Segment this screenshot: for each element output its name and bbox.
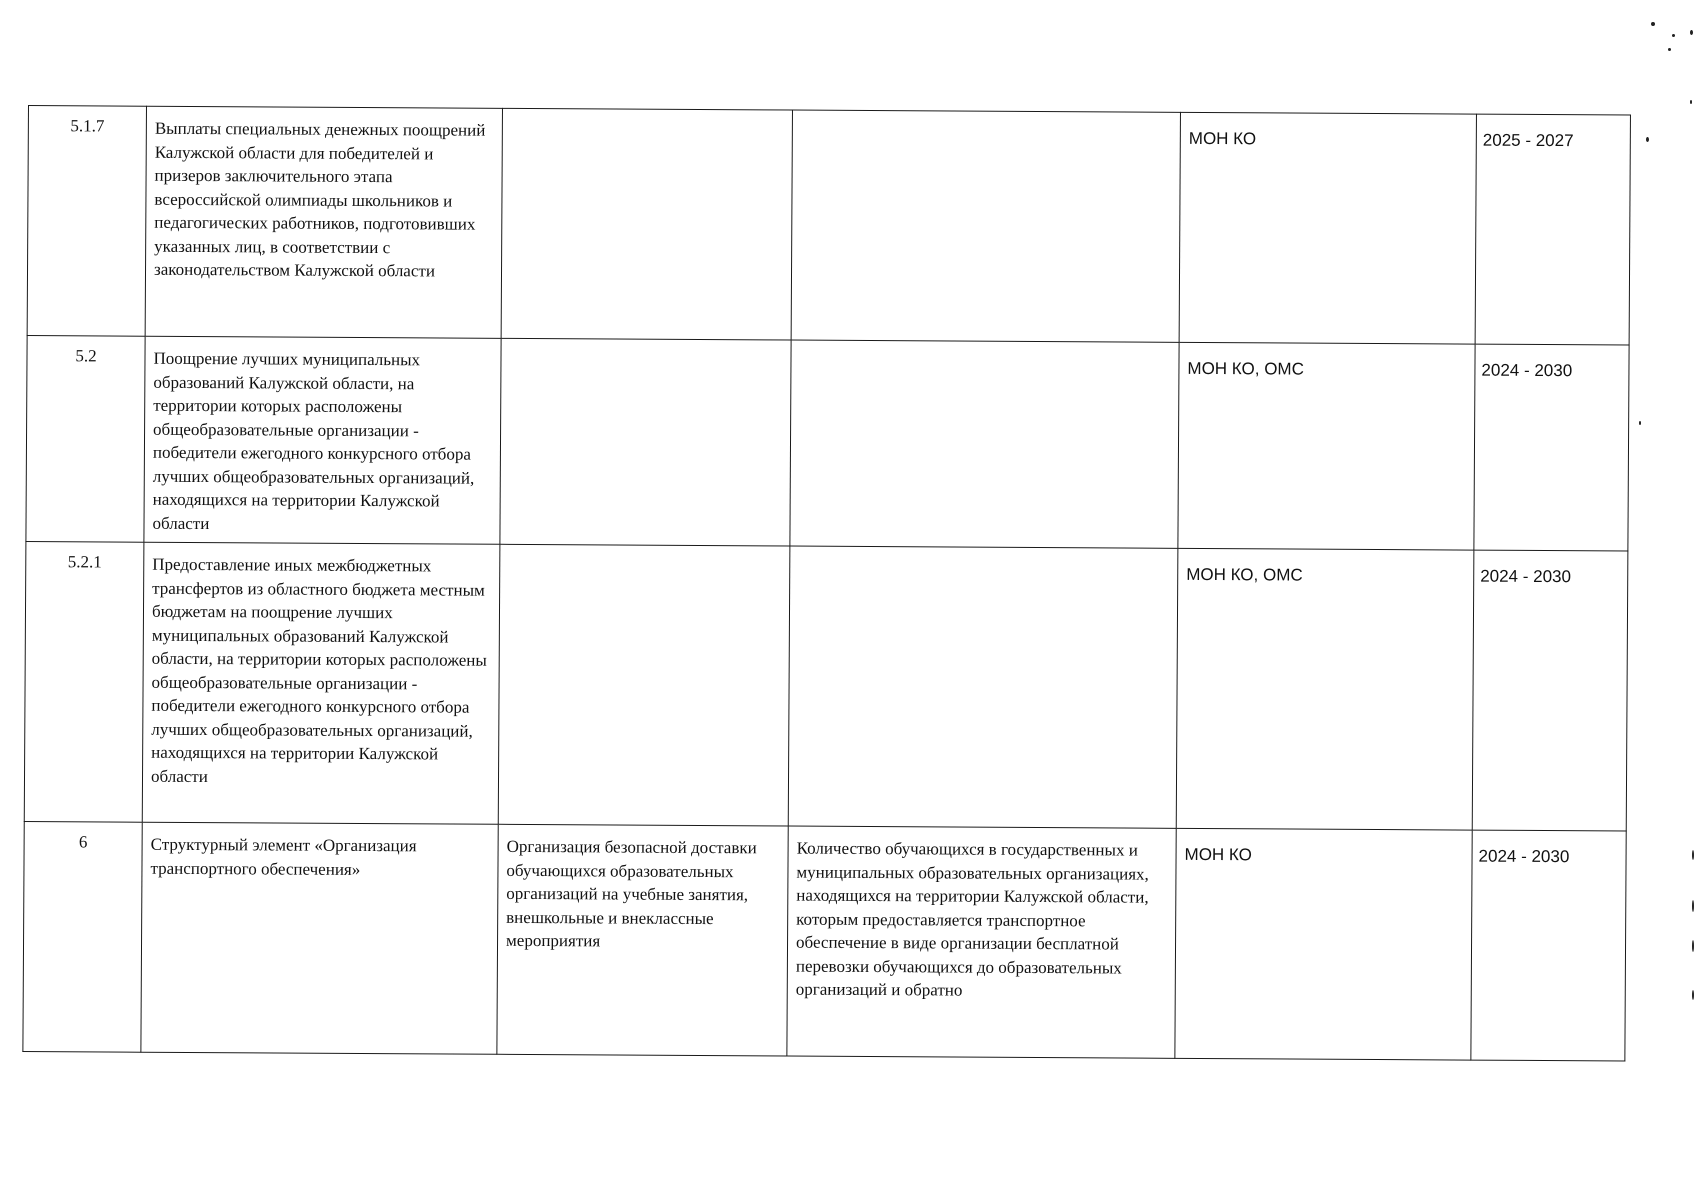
- measure-indicator: [788, 546, 1178, 828]
- scan-speck: [1692, 850, 1694, 860]
- implementation-period: 2024 - 2030: [1471, 830, 1626, 1061]
- measure-indicator: Количество обучающихся в государственных и муниципальных образовательных организациях, находящихся на территории Калужской области, которым предоставляется транспортное обеспечение в виде организации бесплатной перевозки обучающихся до образовательных организаций и обратно: [787, 826, 1176, 1058]
- measure-name: Выплаты специальных денежных поощрений Калужской области для победителей и призеров заключительного этапа всероссийской олимпиады школьников и педагогических работников, подготовивших указанных лиц, в соответствии с законодательством Калужской области: [145, 106, 502, 338]
- row-number: 6: [23, 821, 142, 1052]
- table-row: [26, 335, 1629, 551]
- scan-speck: [1692, 990, 1694, 1000]
- scan-speck: [1639, 421, 1641, 425]
- scan-speck: [1692, 900, 1694, 912]
- implementation-period: 2024 - 2030: [1474, 344, 1629, 551]
- measure-indicator: [790, 340, 1179, 548]
- measure-task: [500, 338, 791, 546]
- table-row: [23, 821, 1626, 1061]
- table-row: [24, 541, 1628, 831]
- measure-indicator: [791, 110, 1180, 342]
- row-number: 5.2.1: [24, 541, 144, 822]
- measure-task: [498, 544, 790, 826]
- scan-speck: [1651, 22, 1655, 26]
- implementation-period: 2025 - 2027: [1475, 114, 1630, 345]
- measure-task: Организация безопасной доставки обучающихся образовательных организаций на учебные занятия, внешкольные и внеклассные мероприятия: [497, 824, 788, 1056]
- row-number: 5.1.7: [27, 106, 146, 337]
- scan-speck: [1672, 34, 1675, 37]
- scan-speck: [1690, 30, 1693, 35]
- scan-speck: [1646, 137, 1649, 142]
- row-number: 5.2: [26, 335, 145, 542]
- implementation-period: 2024 - 2030: [1472, 550, 1628, 831]
- measure-name: Структурный элемент «Организация транспортного обеспечения»: [141, 822, 498, 1054]
- responsible-executor: МОН КО: [1179, 112, 1476, 344]
- scan-speck: [1692, 940, 1694, 952]
- scan-speck: [1668, 48, 1671, 51]
- measure-name: Предоставление иных межбюджетных трансфертов из областного бюджета местным бюджетам на поощрение лучших муниципальных образований Калужской области, на территории которых расположены общеобразовательные организации - победители ежегодного конкурсного отбора лучших общеобразовательных организаций, находящихся на территории Калужской области: [142, 542, 500, 824]
- scan-speck: [1690, 100, 1692, 104]
- responsible-executor: МОН КО: [1175, 828, 1472, 1060]
- responsible-executor: МОН КО, ОМС: [1176, 548, 1474, 830]
- measure-task: [501, 108, 792, 340]
- responsible-executor: МОН КО, ОМС: [1178, 342, 1475, 550]
- measures-table: [22, 105, 1631, 1061]
- measure-name: Поощрение лучших муниципальных образований Калужской области, на территории которых расположены общеобразовательные организации - победители ежегодного конкурсного отбора лучших общеобразовательных организаций, находящихся на территории Калужской области: [144, 336, 501, 544]
- table-row: [27, 106, 1630, 346]
